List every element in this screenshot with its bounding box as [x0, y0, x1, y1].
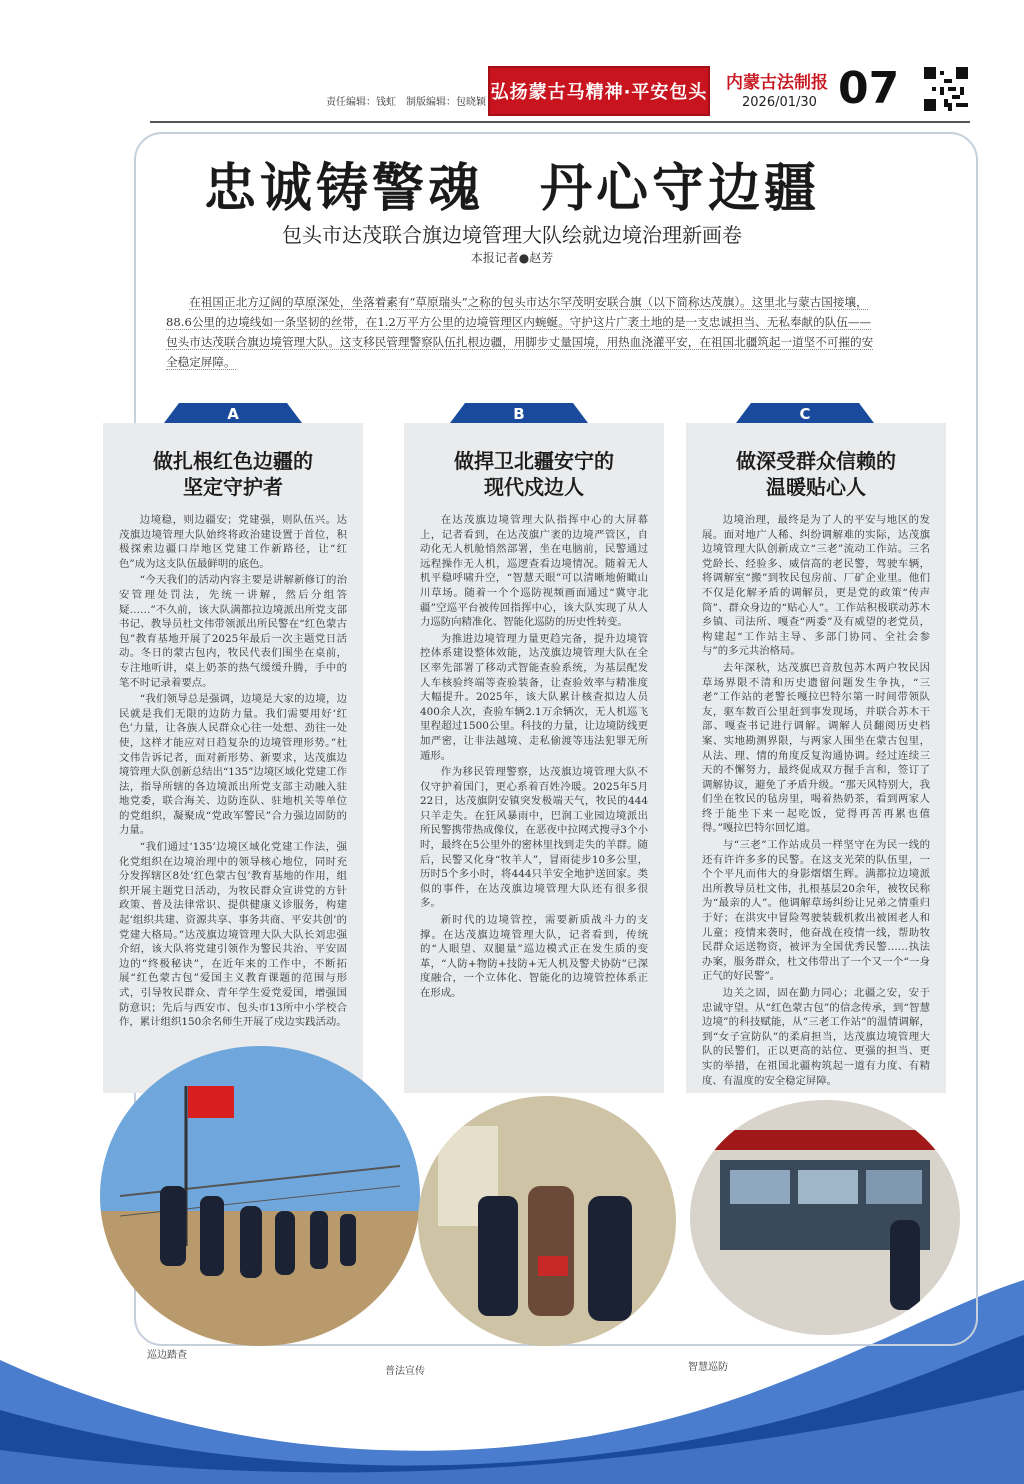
legal-publicity-photo [418, 1096, 676, 1346]
newspaper-name: 内蒙古法制报 [726, 73, 828, 93]
section-a-heading: 做扎根红色边疆的 坚定守护者 [153, 449, 313, 499]
paragraph: “我们领导总是强调，边境是大家的边境，边民就是我们无限的边防力量。我们需要用好‘红色’力量，让各族人民群众心往一处想、劲往一处使，这样才能应对日趋复杂的边境管理形势。”杜文伟告诉记者，面对新形势、新要求，达茂旗边境管理大队创新总结出“135”边境区域化党建工作法，指导所辖的各边境派出所党支部主动融入驻地党委，联合海关、边防连队、驻地机关等单位的党组织，凝聚成“党政军警民”合力强边固防的力量。 [119, 693, 347, 837]
section-letter-a: A [227, 405, 239, 423]
section-c-body [702, 513, 930, 1090]
lead-text: 在祖国正北方辽阔的草原深处，坐落着素有“草原瑞头”之称的包头市达尔罕茂明安联合旗（以下简称达茂旗）。这里北与蒙古国接壤，88.6公里的边境线如一条坚韧的丝带，在1.2万平方公里的边境管理区内蜿蜒。守护这片广袤土地的是一支忠诚担当、无私奉献的队伍——包头市达茂联合旗边境管理大队。这支移民管理警察队伍扎根边疆，用脚步丈量国境，用热血浇灌平安，在祖国北疆筑起一道坚不可摧的安全稳定屏障。 [166, 295, 874, 369]
paragraph: 去年深秋，达茂旗巴音敖包苏木两户牧民因草场界限不清和历史遗留问题发生争执，“三老”工作站的老警长嘎拉巴特尔第一时间带领队友，驱车数百公里赶到事发现场，并联合苏木干部、嘎查书记进行调解。调解人员翻阅历史档案、实地勘测界限，与两家人围坐在蒙古包里，从法、理、情的角度反复沟通协调。经过连续三天的不懈努力，最终促成双方握手言和，签订了调解协议，避免了矛盾升级。“那天风特别大，我们坐在牧民的毡房里，喝着热奶茶，看到两家人终于能坐下来一起吃饭，觉得再苦再累也值得。”嘎拉巴特尔回忆道。 [702, 661, 930, 835]
section-b [404, 423, 664, 1093]
patrol-photo [100, 1046, 420, 1346]
section-c [686, 423, 946, 1093]
paragraph: 为推进边境管理力量更趋完备，提升边境管控体系建设整体效能，达茂旗边境管理大队在全区率先部署了移动式智能查验系统，为基层配发人车核验终端等查验装备，让查验效率与精准度大幅提升。2025年，该大队累计核查拟边人员400余人次，查验车辆2.1万余辆次，无人机巡飞里程超过1500公里。科技的力量，让边境防线更加严密，让非法越境、走私偷渡等违法犯罪无所遁形。 [420, 632, 648, 762]
photo-caption: 巡边踏查 [147, 1350, 187, 1361]
paragraph: “我们通过‘135’边境区域化党建工作法，强化党组织在边境治理中的领导核心地位，同时充分发挥辖区8处‘红色蒙古包’教育基地的作用，组织开展主题党日活动，为牧民群众宣讲党的方针政策、普及法律常识、提供健康义诊服务，构建起‘组织共建、资源共享、事务共商、平安共创’的党建大格局。”达茂旗边境管理大队大队长刘忠强介绍，该大队将党建引领作为警民共治、平安固边的“终极秘诀”，在近年来的工作中，不断拓展“红色蒙古包”爱国主义教育课题的范围与形式，引导牧民群众、青年学生爱党爱国，增强国防意识；先后与西安市、包头市13所中小学校合作，累计组织150余名师生开展了戍边实践活动。 [119, 841, 347, 1029]
section-a-body [119, 513, 347, 1032]
paragraph: 边境稳，则边疆安；党建强，则队伍兴。达茂旗边境管理大队始终将政治建设置于首位，积极探索边疆口岸地区党建工作新路径，让“红色”成为这支队伍最鲜明的底色。 [119, 514, 347, 570]
smart-patrol-photo [690, 1100, 960, 1335]
section-b-body [420, 513, 648, 1003]
column-banner: 弘扬蒙古马精神·平安包头 [488, 66, 710, 116]
byline: 本报记者●赵芳 [470, 251, 554, 265]
editors-line: 责任编辑：钱虹 制版编辑：包晓颖 [326, 97, 486, 108]
qr-code-icon [924, 67, 968, 111]
paragraph: 与“三老”工作站成员一样坚守在为民一线的还有许许多多的民警。在这支光荣的队伍里，一个个平凡而伟大的身影熠熠生辉。满都拉边境派出所教导员杜文伟，扎根基层20余年，被牧民称为“最亲的人”。他调解草场纠纷让兄弟之情重归于好；在洪灾中冒险驾驶装载机救出被困老人和儿童；疫情来袭时，他奋战在疫情一线，帮助牧民群众运送物资，被评为全国优秀民警……执法办案，服务群众，杜文伟带出了一个又一个“一身正气的好民警”。 [702, 839, 930, 983]
section-letter-c: C [799, 405, 811, 423]
paragraph: “今天我们的活动内容主要是讲解新修订的治安管理处罚法，先统一讲解，然后分组答疑……”不久前，该大队满都拉边境派出所党支部书记、教导员杜文伟带领派出所民警在“红色蒙古包”教育基地开展了2025年最后一次主题党日活动。冬日的蒙古包内，牧民代表们围坐在桌前，专注地听讲，桌上奶茶的热气缓缓升腾，手中的笔不时记录着要点。 [119, 574, 347, 689]
paragraph: 在达茂旗边境管理大队指挥中心的大屏幕上，记者看到，在达茂旗广袤的边境严管区，自动化无人机舱悄然部署，坐在电脑前，民警通过远程操作无人机，巡逻查看边境情况。随着无人机平稳呼啸升空，“智慧天眼”可以清晰地俯瞰山川草场。随着一个个巡防视频画面通过“冀守北疆”空巡平台被传回指挥中心，该大队实现了从人力巡防向精准化、智能化巡防的历史性转变。 [420, 514, 648, 629]
paragraph: 边关之固，固在勤力同心；北疆之安，安于忠诚守望。从“红色蒙古包”的信念传承，到“智慧边境”的科技赋能，从“三老工作站”的温情调解，到“女子宣防队”的柔肩担当，达茂旗边境管理大队的民警们，正以更高的站位、更强的担当、更实的举措，在祖国北疆构筑起一道有力度、有精度、有温度的安全稳定屏障。 [702, 987, 930, 1087]
photo-caption: 普法宣传 [385, 1366, 425, 1377]
section-b-heading: 做捍卫北疆安宁的 现代戍边人 [454, 449, 614, 499]
section-c-heading: 做深受群众信赖的 温暖贴心人 [736, 449, 896, 499]
header-rule [150, 121, 970, 123]
paragraph: 新时代的边境管控，需要新质战斗力的支撑。在达茂旗边境管理大队，记者看到，传统的“人眼望、双腿量”巡边模式正在发生质的变革，“人防+物防+技防+无人机及警犬协防”已深度融合，一个立体化、智能化的边境管控体系正在形成。 [420, 914, 648, 999]
section-a [103, 423, 363, 1093]
lead-paragraph [166, 292, 876, 372]
paragraph: 边境治理，最终是为了人的平安与地区的发展。面对地广人稀、纠纷调解难的实际，达茂旗边境管理大队创新成立“三老”流动工作站。三名党龄长、经验多、威信高的老民警，驾驶车辆，将调解室“搬”到牧民包房前、厂矿企业里。他们不仅是化解矛盾的调解员，更是党的政策“传声筒”、群众身边的“贴心人”。工作站积极联动苏木乡镇、司法所、嘎查“两委”及有威望的老党员，构建起“工作站主导、多部门协同、全社会参与”的多元共治格局。 [702, 514, 930, 658]
issue-date: 2026/01/30 [742, 95, 817, 110]
photo-caption: 智慧巡防 [688, 1362, 728, 1373]
section-letter-b: B [513, 405, 525, 423]
headline: 忠诚铸警魂 丹心守边疆 [203, 158, 820, 219]
page-number: 07 [838, 63, 900, 114]
paragraph: 作为移民管理警察，达茂旗边境管理大队不仅守护着国门，更心系着百姓冷暖。2025年5月22日，达茂旗阴安镇突发极端天气，牧民的444只羊走失。在狂风暴雨中，巴润工业园边境派出所民警携带热成像仪，在恶夜中拉网式搜寻3个小时，最终在5公里外的密林里找到走失的羊群。随后，民警又化身“牧羊人”，冒雨徒步10多公里，历时5个多小时，将444只羊安全地护送回家。类似的事件，在达茂旗边境管理大队还有很多很多。 [420, 766, 648, 910]
subheadline: 包头市达茂联合旗边境管理大队绘就边境治理新画卷 [282, 223, 742, 247]
